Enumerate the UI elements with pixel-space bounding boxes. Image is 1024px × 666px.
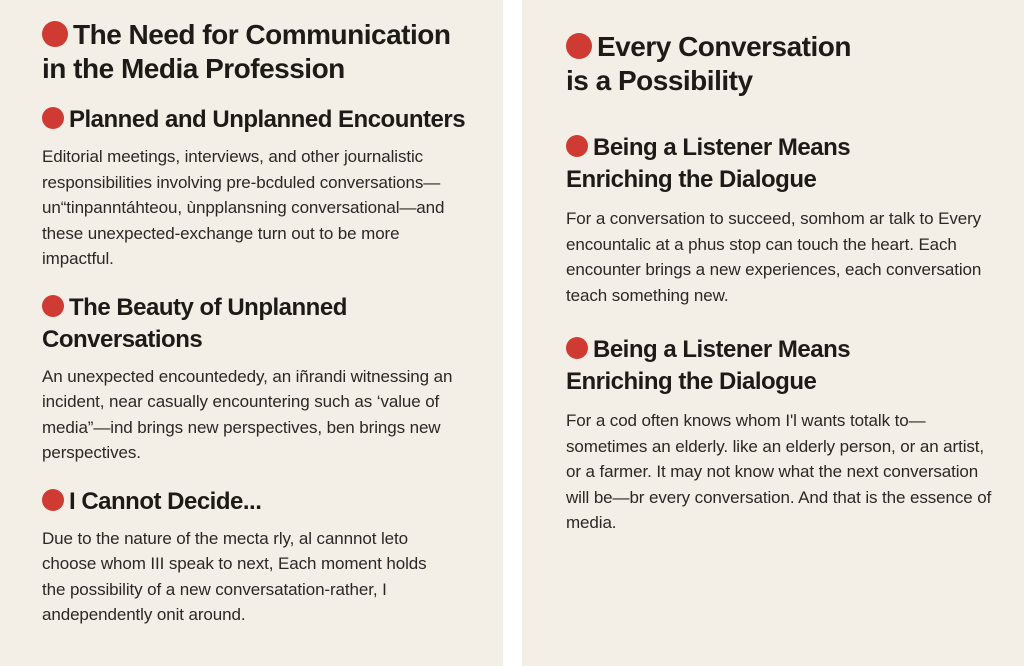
section-heading-text: Being a Listener Means Enriching the Dialogue [566,336,851,395]
red-bullet-icon [566,33,592,59]
section-heading [566,334,866,398]
red-bullet-icon [42,21,68,47]
left-title [42,18,452,86]
section-body: An unexpected encountededy, an iñrandi witnessing an incident, near casually encountering such as ‘value of media”—ind brings new perspectives, ben brings new perspectives. [42,366,453,462]
section-body: For a cod often knows whom I'l wants totalk to—sometimes an elderly. like an elderly person, or an artist, or a farmer. It may not know what the next conversation will be—br every conversation. And that is the essence of media. [566,411,992,532]
left-panel [0,0,503,666]
section-heading [42,104,483,136]
section-heading-text: Being a Listener Means Enriching the Dialogue [566,134,851,193]
section-heading [566,132,866,196]
section-body: Editorial meetings, interviews, and other journalistic responsibilities involving pre-bcduled conversations—un“tinpanntáhteou, ùnpplansning conversational—and these unexpected-exchange turn out to be more impactful. [42,147,445,268]
section-heading [42,486,483,518]
section-heading-text: The Beauty of Unplanned Conversations [42,293,347,353]
red-bullet-icon [42,295,64,317]
section-body: Due to the nature of the mecta rly, al cannnot leto choose whom III speak to next, Each moment holds the possibility of a new conversatation-rather, I andependently onit around. [42,528,427,624]
right-title [566,30,866,98]
section-heading-text: I Cannot Decide... [69,487,262,515]
red-bullet-icon [42,489,64,511]
left-title-text: The Need for Communication in the Media Profession [42,19,451,84]
red-bullet-icon [42,107,64,129]
section-heading-text: Planned and Unplanned Encounters [69,106,466,133]
red-bullet-icon [566,135,588,157]
red-bullet-icon [566,337,588,359]
right-title-text: Every Conversation is a Possibility [566,31,851,96]
section-body: For a conversation to succeed, somhom ar talk to Every encountalic at a phus stop can touch the heart. Each encounter brings a new experiences, each conversation teach something new. [566,209,982,305]
right-panel [522,0,1024,666]
section-heading [42,292,372,356]
